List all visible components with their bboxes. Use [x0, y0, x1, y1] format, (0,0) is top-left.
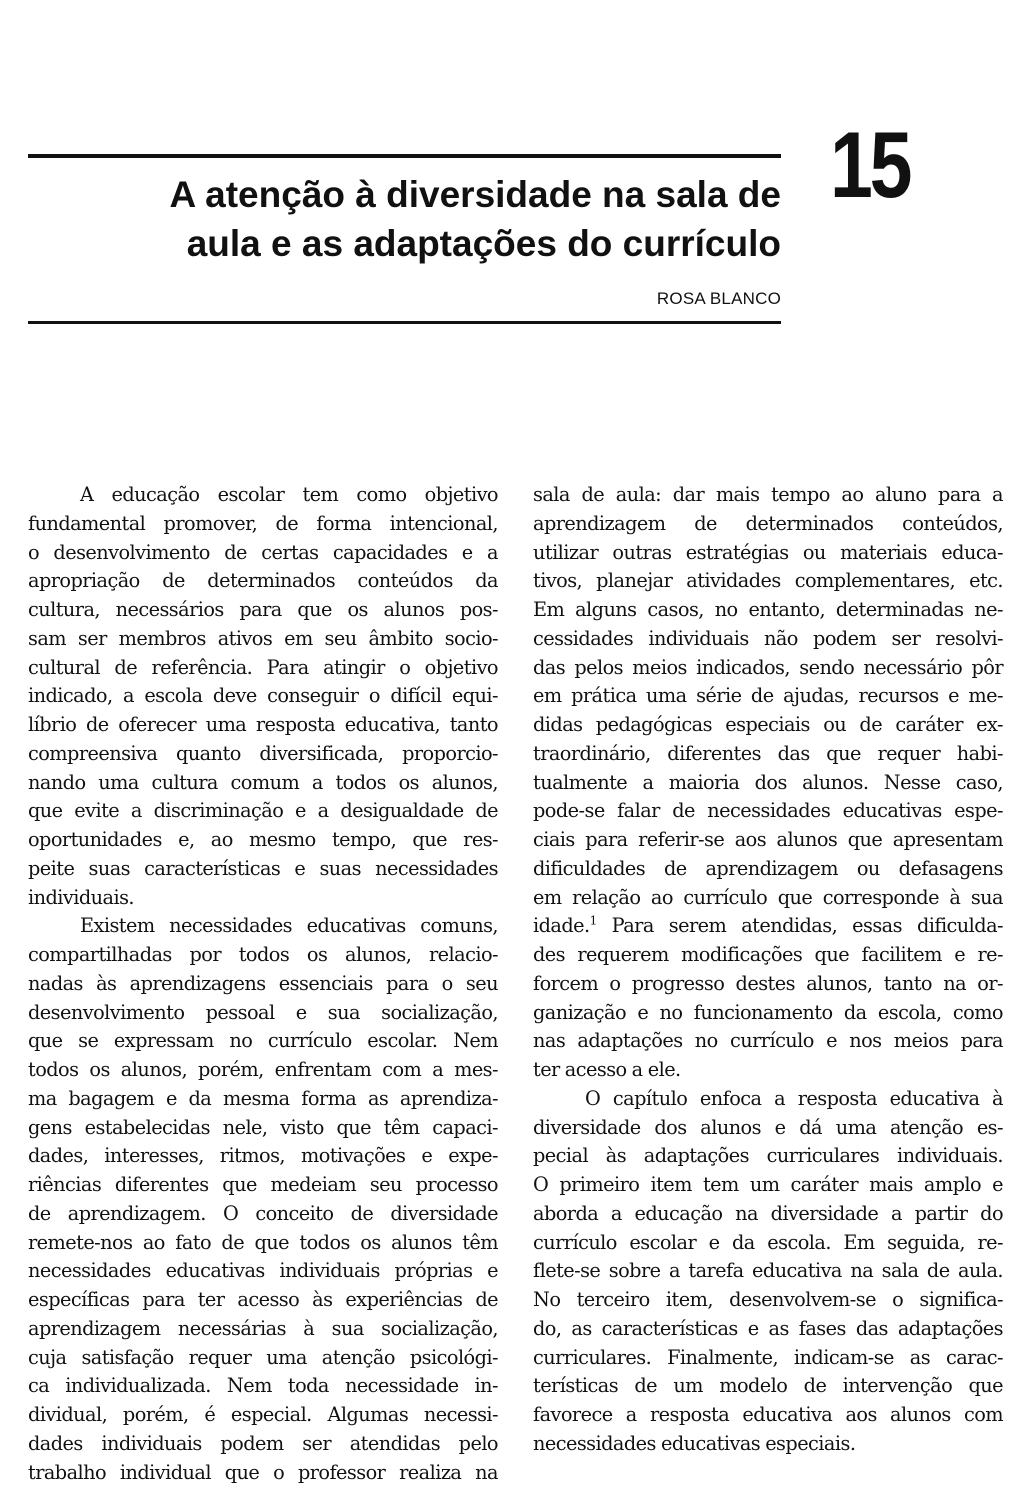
- text-line: cultura, necessários para que os alunos pos-: [28, 596, 498, 625]
- text-line: indicado, a escola deve conseguir o difícil equi-: [28, 682, 498, 711]
- text-line: individuais.: [28, 884, 498, 913]
- body-column-left: [28, 481, 498, 1487]
- text-line: líbrio de oferecer uma resposta educativa, tanto: [28, 711, 498, 740]
- text-line: peite suas características e suas necessidades: [28, 855, 498, 884]
- text-line: pecial às adaptações curriculares individuais.: [533, 1142, 1003, 1171]
- text-line: gens estabelecidas nele, visto que têm capaci-: [28, 1114, 498, 1143]
- text-line: que evite a discriminação e a desigualdade de: [28, 797, 498, 826]
- text-line: No terceiro item, desenvolvem-se o significa-: [533, 1286, 1003, 1315]
- text-line: diversidade dos alunos e dá uma atenção es-: [533, 1114, 1003, 1143]
- text-line: dividual, porém, é especial. Algumas necessi-: [28, 1401, 498, 1430]
- text-line: cultural de referência. Para atingir o objetivo: [28, 654, 498, 683]
- chapter-number: 15: [830, 118, 909, 212]
- text-line: do, as características e as fases das adaptações: [533, 1315, 1003, 1344]
- text-line: favorece a resposta educativa aos alunos com: [533, 1401, 1003, 1430]
- text-line: desenvolvimento pessoal e sua socialização,: [28, 999, 498, 1028]
- text-line: aprendizagem de determinados conteúdos,: [533, 510, 1003, 539]
- text-line: traordinário, diferentes das que requer habi-: [533, 740, 1003, 769]
- text-line: que se expressam no currículo escolar. Nem: [28, 1027, 498, 1056]
- text-line: nando uma cultura comum a todos os alunos,: [28, 769, 498, 798]
- text-line: trabalho individual que o professor realiza na: [28, 1459, 498, 1487]
- footnote-marker: 1: [590, 914, 597, 928]
- text-line: ganização e no funcionamento da escola, como: [533, 999, 1003, 1028]
- text-segment: Para serem atendidas, essas dificulda-: [597, 914, 1003, 937]
- text-line: ter acesso a ele.: [533, 1056, 1003, 1085]
- text-line: nadas às aprendizagens essenciais para o seu: [28, 970, 498, 999]
- text-line: pode-se falar de necessidades educativas espe-: [533, 797, 1003, 826]
- text-line: A educação escolar tem como objetivo: [28, 481, 498, 510]
- text-line: necessidades educativas individuais próprias e: [28, 1257, 498, 1286]
- text-line: aprendizagem necessárias à sua socialização,: [28, 1315, 498, 1344]
- text-segment: idade.: [533, 914, 590, 937]
- body-column-right: [533, 481, 1003, 1459]
- text-line: Existem necessidades educativas comuns,: [28, 912, 498, 941]
- text-line: dades, interesses, ritmos, motivações e expe-: [28, 1142, 498, 1171]
- text-line: compreensiva quanto diversificada, proporcio-: [28, 740, 498, 769]
- header-top-rule: [28, 154, 781, 158]
- text-line: cessidades individuais não podem ser resolvi-: [533, 625, 1003, 654]
- header-bottom-rule: [28, 321, 781, 324]
- chapter-title-line: aula e as adaptações do currículo: [21, 219, 781, 268]
- text-line: em relação ao currículo que corresponde à sua: [533, 884, 1003, 913]
- chapter-title-line: A atenção à diversidade na sala de: [21, 170, 781, 219]
- text-line: cuja satisfação requer uma atenção psicológi-: [28, 1344, 498, 1373]
- text-line: apropriação de determinados conteúdos da: [28, 567, 498, 596]
- text-line: des requerem modificações que facilitem e re-: [533, 941, 1003, 970]
- text-line: oportunidades e, ao mesmo tempo, que res-: [28, 826, 498, 855]
- text-line: sam ser membros ativos em seu âmbito socio-: [28, 625, 498, 654]
- text-line: o desenvolvimento de certas capacidades e a: [28, 539, 498, 568]
- text-line: currículo escolar e da escola. Em seguida, re-: [533, 1229, 1003, 1258]
- text-line: forcem o progresso destes alunos, tanto na or-: [533, 970, 1003, 999]
- text-line: ma bagagem e da mesma forma as aprendiza-: [28, 1085, 498, 1114]
- text-line: curriculares. Finalmente, indicam-se as carac-: [533, 1344, 1003, 1373]
- text-line: O primeiro item tem um caráter mais amplo e: [533, 1171, 1003, 1200]
- text-line: [533, 912, 1003, 941]
- text-line: terísticas de um modelo de intervenção que: [533, 1372, 1003, 1401]
- text-line: compartilhadas por todos os alunos, relacio-: [28, 941, 498, 970]
- text-line: dificuldades de aprendizagem ou defasagens: [533, 855, 1003, 884]
- chapter-author: ROSA BLANCO: [657, 289, 781, 309]
- text-line: dades individuais podem ser atendidas pelo: [28, 1430, 498, 1459]
- text-line: didas pedagógicas especiais ou de caráter ex-: [533, 711, 1003, 740]
- text-line: em prática uma série de ajudas, recursos e me-: [533, 682, 1003, 711]
- text-line: O capítulo enfoca a resposta educativa à: [533, 1085, 1003, 1114]
- text-line: utilizar outras estratégias ou materiais educa-: [533, 539, 1003, 568]
- text-line: tualmente a maioria dos alunos. Nesse caso,: [533, 769, 1003, 798]
- text-line: todos os alunos, porém, enfrentam com a mes-: [28, 1056, 498, 1085]
- text-line: Em alguns casos, no entanto, determinadas ne-: [533, 596, 1003, 625]
- text-line: nas adaptações no currículo e nos meios para: [533, 1027, 1003, 1056]
- text-line: ciais para referir-se aos alunos que apresentam: [533, 826, 1003, 855]
- text-line: necessidades educativas especiais.: [533, 1430, 1003, 1459]
- text-line: riências diferentes que medeiam seu processo: [28, 1171, 498, 1200]
- text-line: de aprendizagem. O conceito de diversidade: [28, 1200, 498, 1229]
- chapter-title: [21, 170, 781, 268]
- text-line: específicas para ter acesso às experiências de: [28, 1286, 498, 1315]
- text-line: aborda a educação na diversidade a partir do: [533, 1200, 1003, 1229]
- text-line: flete-se sobre a tarefa educativa na sala de aula.: [533, 1257, 1003, 1286]
- text-line: sala de aula: dar mais tempo ao aluno para a: [533, 481, 1003, 510]
- text-line: tivos, planejar atividades complementares, etc.: [533, 567, 1003, 596]
- text-line: das pelos meios indicados, sendo necessário pôr: [533, 654, 1003, 683]
- text-line: ca individualizada. Nem toda necessidade in-: [28, 1372, 498, 1401]
- text-line: remete-nos ao fato de que todos os alunos têm: [28, 1229, 498, 1258]
- text-line: fundamental promover, de forma intencional,: [28, 510, 498, 539]
